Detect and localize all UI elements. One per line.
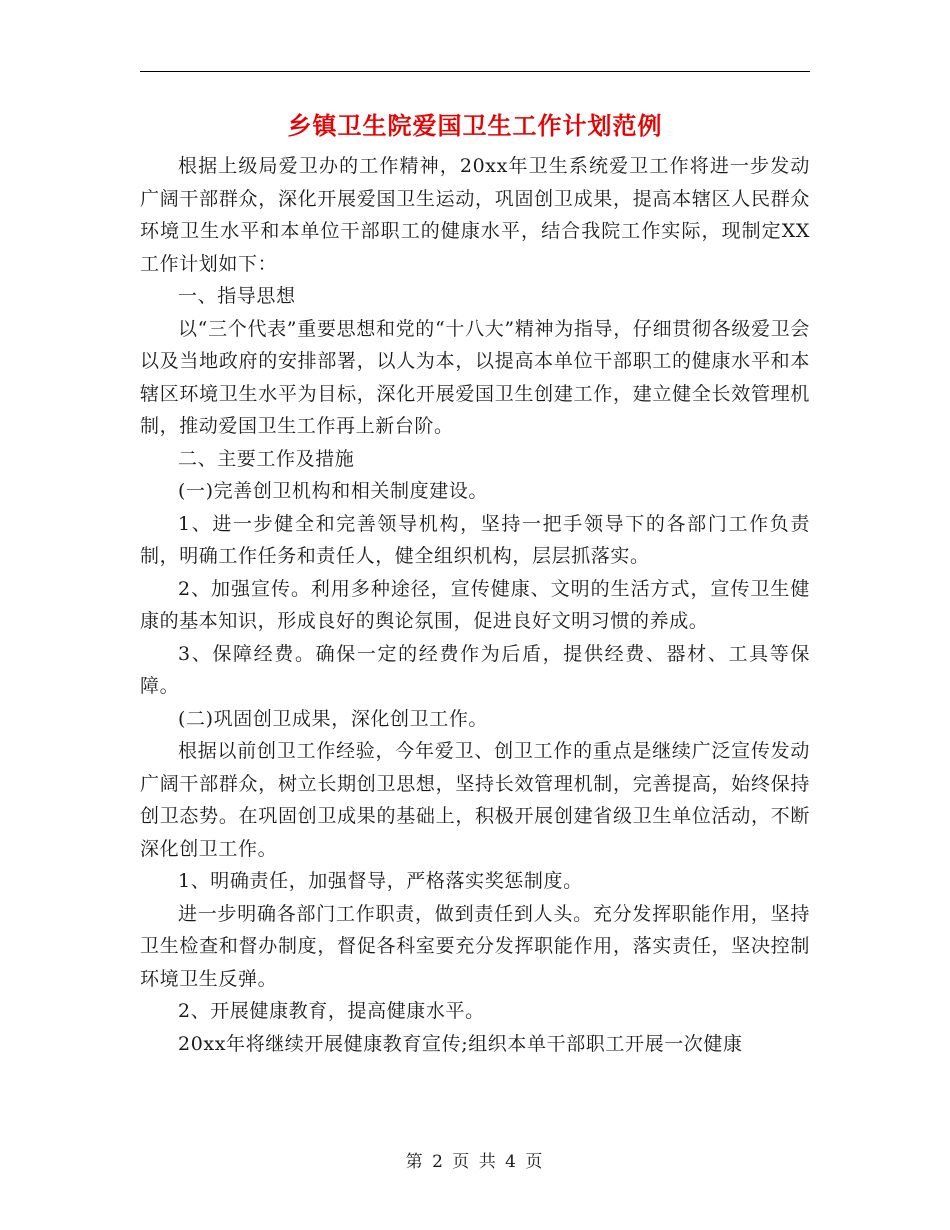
- document-title: 乡镇卫生院爱国卫生工作计划范例: [287, 111, 663, 140]
- page-number: 第 2 页 共 4 页: [405, 1152, 545, 1172]
- section-heading-main-work: 二、主要工作及措施: [178, 447, 355, 470]
- list-item-publicity: 2、加强宣传。利用多种途径，宣传健康、文明的生活方式，宣传卫生健康的基本知识，形成良好的舆论氛围，促进良好文明习惯的养成。: [140, 577, 810, 632]
- header-rule: [140, 71, 810, 72]
- list-item-leadership: 1、进一步健全和完善领导机构，坚持一把手领导下的各部门工作负责制，明确工作任务和责任人，健全组织机构，层层抓落实。: [140, 512, 810, 567]
- paragraph-guiding-ideology: 以“三个代表”重要思想和党的“十八大”精神为指导，仔细贯彻各级爱卫会以及当地政府的安排部署，以人为本，以提高本单位干部职工的健康水平和本辖区环境卫生水平为目标，深化开展爱国卫生创建工作，建立健全长效管理机制，推动爱国卫生工作再上新台阶。: [140, 317, 810, 437]
- subsection-heading-2: (二)巩固创卫成果，深化创卫工作。: [178, 707, 489, 730]
- paragraph-intro: 根据上级局爱卫办的工作精神，20xx年卫生系统爱卫工作将进一步发动广阔干部群众，深化开展爱国卫生运动，巩固创卫成果，提高本辖区人民群众环境卫生水平和本单位干部职工的健康水平，结合我院工作实际，现制定XX工作计划如下：: [140, 155, 810, 275]
- section-heading-guiding-ideology: 一、指导思想: [178, 285, 296, 307]
- document-body: [140, 150, 810, 1060]
- list-item-responsibility: 1、明确责任，加强督导，严格落实奖惩制度。: [178, 870, 583, 892]
- list-item-funding: 3、保障经费。确保一定的经费作为后盾，提供经费、器材、工具等保障。: [140, 642, 810, 697]
- paragraph-responsibility: 进一步明确各部门工作职责，做到责任到人头。充分发挥职能作用，坚持卫生检查和督办制度，督促各科室要充分发挥职能作用，落实责任，坚决控制环境卫生反弹。: [140, 902, 810, 990]
- subsection-heading-1: (一)完善创卫机构和相关制度建设。: [178, 480, 489, 502]
- list-item-health-education: 2、开展健康教育，提高健康水平。: [178, 1000, 485, 1022]
- paragraph-consolidate: 根据以前创卫工作经验，今年爱卫、创卫工作的重点是继续广泛宣传发动广阔干部群众，树立长期创卫思想，坚持长效管理机制，完善提高，始终保持创卫态势。在巩固创卫成果的基础上，积极开展创建省级卫生单位活动，不断深化创卫工作。: [140, 740, 810, 860]
- paragraph-health-education: 20xx年将继续开展健康教育宣传;组织本单干部职工开展一次健康: [178, 1032, 743, 1055]
